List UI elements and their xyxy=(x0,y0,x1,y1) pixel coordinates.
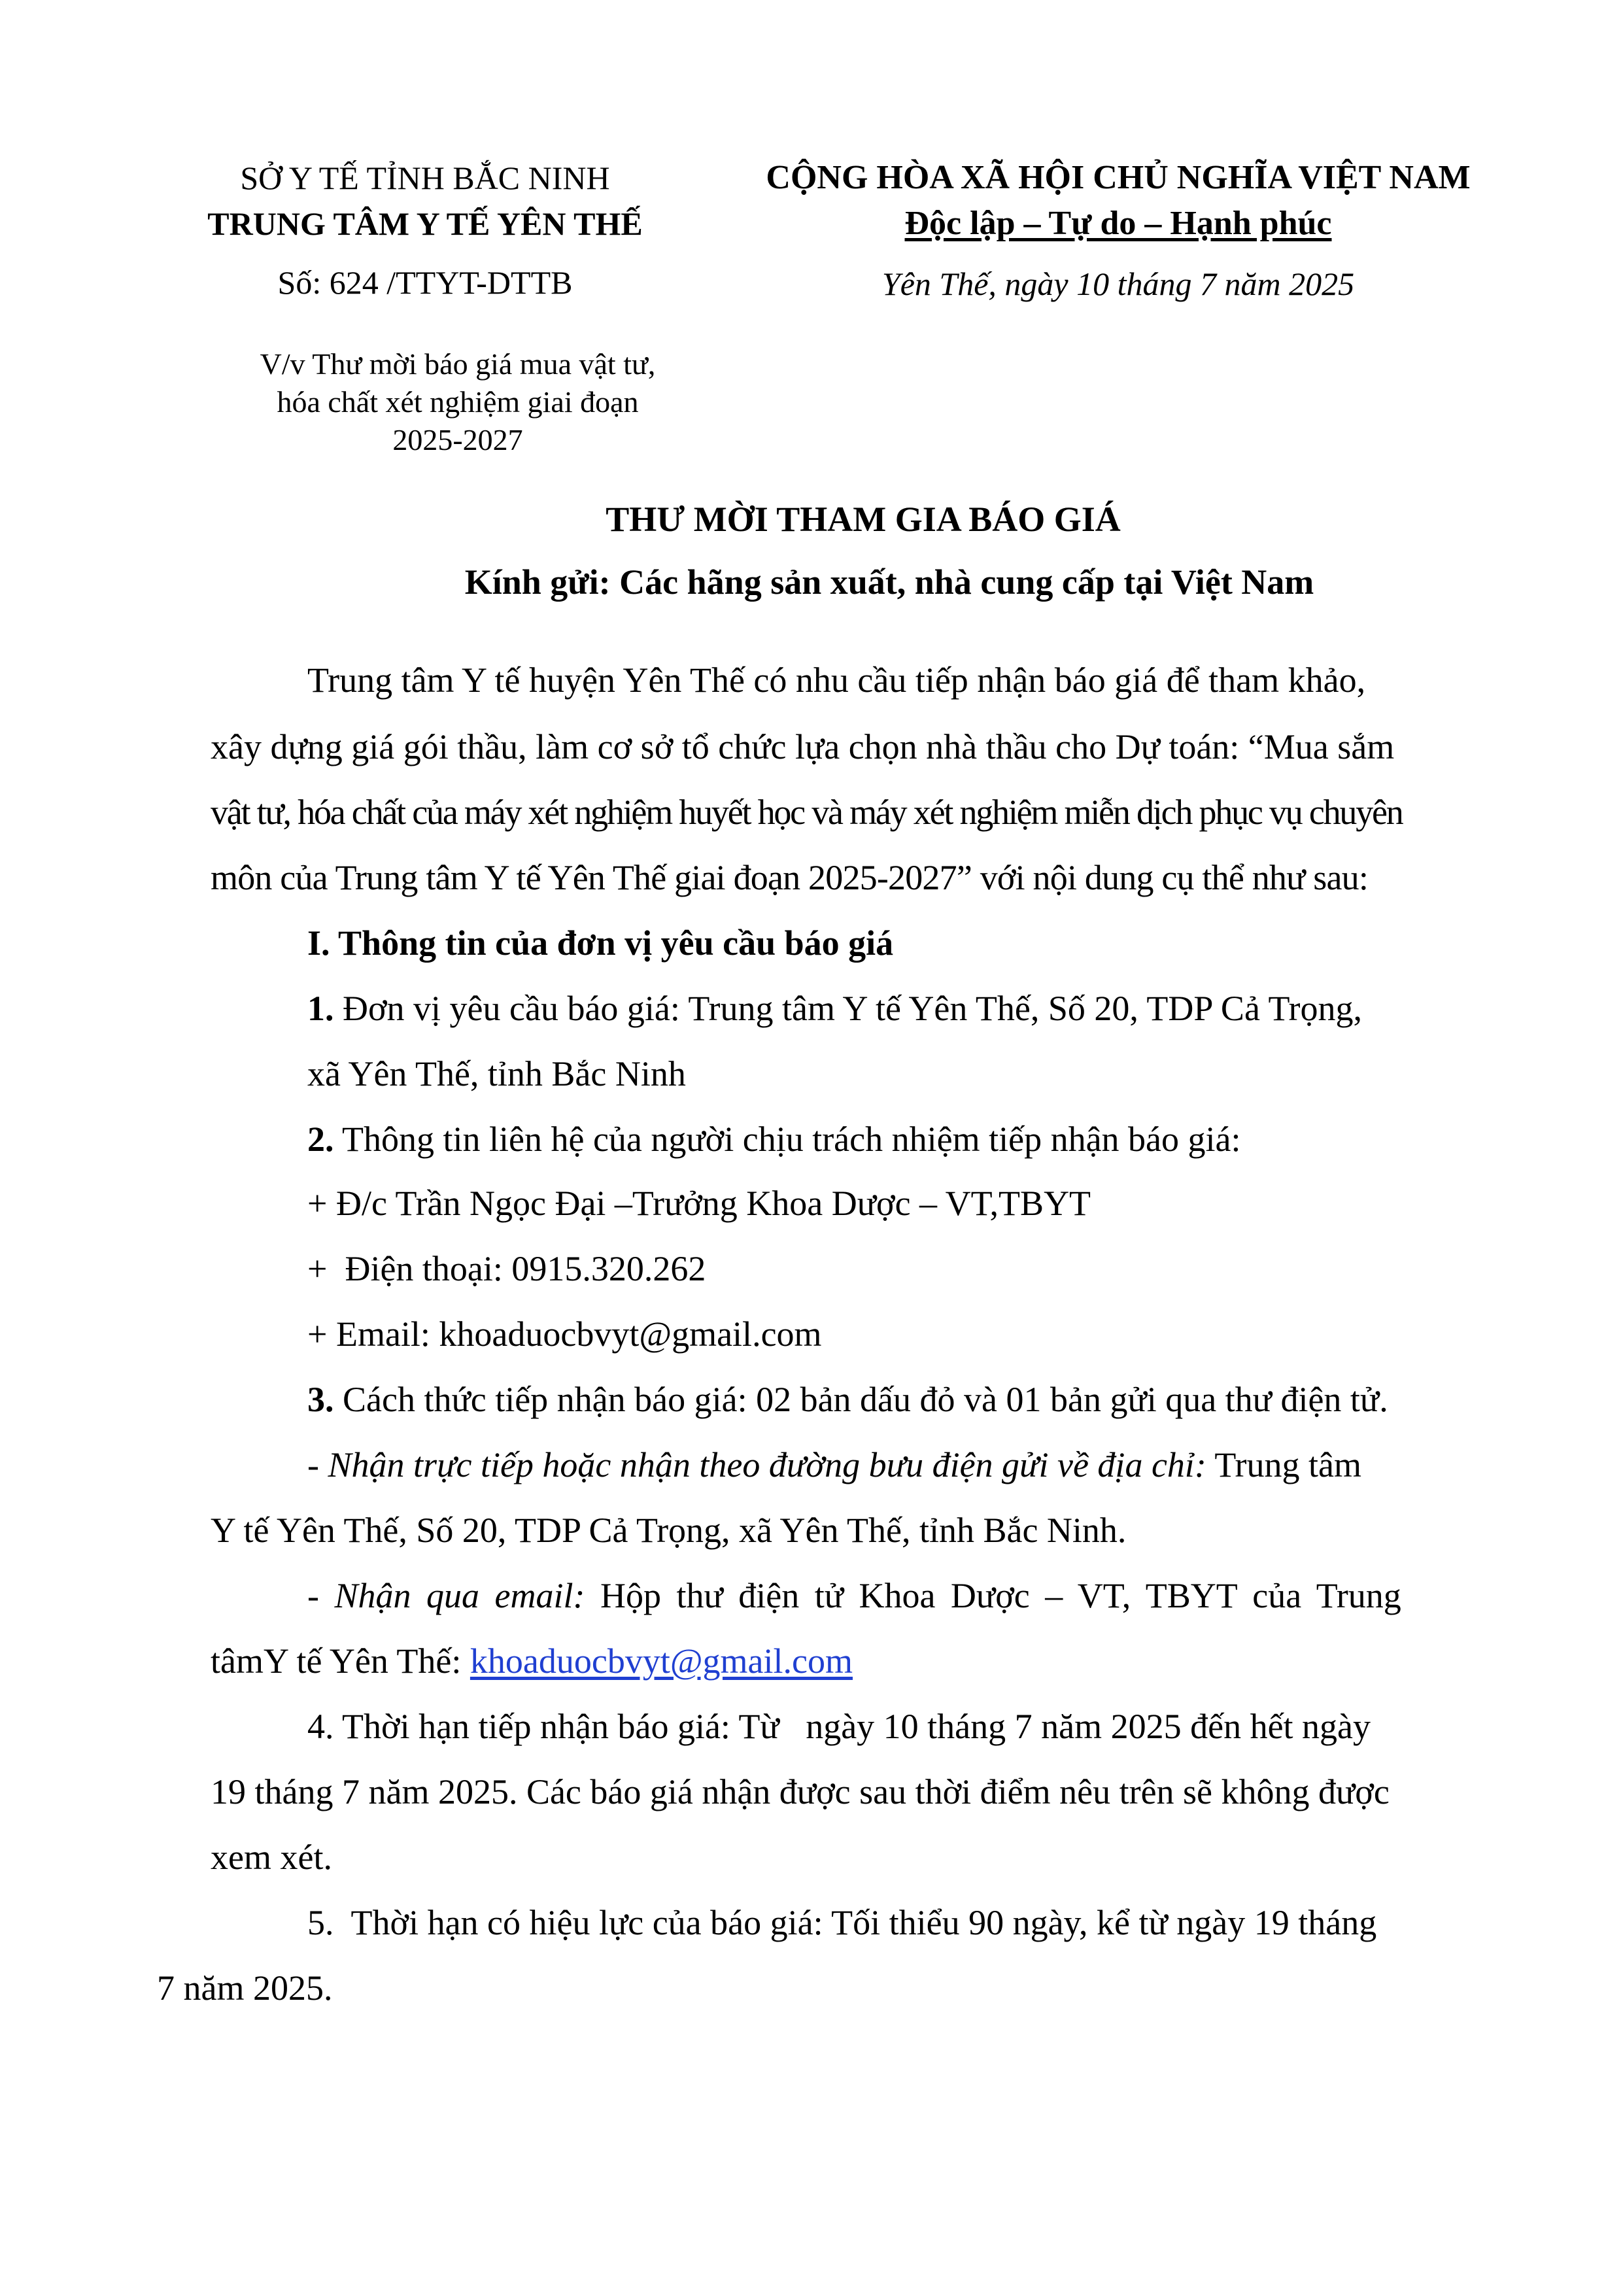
item-5-line-2: 7 năm 2025. xyxy=(157,1968,333,2008)
section-1-heading: I. Thông tin của đơn vị yêu cầu báo giá xyxy=(307,923,894,963)
email-link[interactable]: khoaduocbvyt@gmail.com xyxy=(470,1641,853,1681)
subject-line-2: hóa chất xét nghiệm giai đoạn xyxy=(277,385,639,419)
email-prefix: tâmY tế Yên Thế: xyxy=(211,1641,470,1681)
direct-delivery-line xyxy=(307,1444,1361,1486)
intro-line-3: vật tư, hóa chất của máy xét nghiệm huyết học và máy xét nghiệm miễn dịch phục vụ chuyên xyxy=(211,793,1403,832)
intro-line-2: xây dựng giá gói thầu, làm cơ sở tổ chức lựa chọn nhà thầu cho Dự toán: “Mua sắm xyxy=(211,727,1395,766)
direct-delivery-value: Trung tâm xyxy=(1214,1445,1361,1484)
direct-delivery-address: Y tế Yên Thế, Số 20, TDP Cả Trọng, xã Yên Thế, tỉnh Bắc Ninh. xyxy=(211,1511,1127,1550)
country-name: CỘNG HÒA XÃ HỘI CHỦ NGHĨA VIỆT NAM xyxy=(766,159,1471,196)
item-5-line-1: 5. Thời hạn có hiệu lực của báo giá: Tối thiểu 90 ngày, kể từ ngày 19 tháng xyxy=(307,1903,1377,1942)
item-4-line-1: 4. Thời hạn tiếp nhận báo giá: Từ ngày 10 tháng 7 năm 2025 đến hết ngày xyxy=(307,1707,1371,1746)
addressee: Kính gửi: Các hãng sản xuất, nhà cung cấp tại Việt Nam xyxy=(464,562,1314,602)
place-date: Yên Thế, ngày 10 tháng 7 năm 2025 xyxy=(881,266,1355,302)
item-3-number: 3. xyxy=(307,1380,334,1419)
letter-title: THƯ MỜI THAM GIA BÁO GIÁ xyxy=(606,500,1121,539)
email-delivery-value: Hộp thư điện tử Khoa Dược – VT, TBYT của Trung xyxy=(600,1576,1401,1615)
item-4-line-2: 19 tháng 7 năm 2025. Các báo giá nhận được sau thời điểm nêu trên sẽ không được xyxy=(211,1772,1390,1811)
item-3 xyxy=(307,1379,1388,1420)
agency-name: SỞ Y TẾ TỈNH BẮC NINH xyxy=(240,160,610,196)
item-4-line-3: xem xét. xyxy=(211,1838,332,1877)
intro-line-1: Trung tâm Y tế huyện Yên Thế có nhu cầu tiếp nhận báo giá để tham khảo, xyxy=(307,660,1366,700)
item-1-text: Đơn vị yêu cầu báo giá: Trung tâm Y tế Yên Thế, Số 20, TDP Cả Trọng, xyxy=(343,989,1363,1028)
email-delivery-line xyxy=(307,1575,1401,1617)
subject-line-1: V/v Thư mời báo giá mua vật tư, xyxy=(260,347,656,381)
item-2-number: 2. xyxy=(307,1120,334,1159)
item-1 xyxy=(307,987,1362,1029)
item-2 xyxy=(307,1118,1240,1160)
intro-line-4: môn của Trung tâm Y tế Yên Thế giai đoạn 2025-2027” với nội dung cụ thể như sau: xyxy=(211,858,1369,897)
direct-delivery-label: - Nhận trực tiếp hoặc nhận theo đường bưu điện gửi về địa chỉ: xyxy=(307,1445,1206,1484)
email-delivery-label: - Nhận qua email: xyxy=(307,1576,585,1615)
contact-person: + Đ/c Trần Ngọc Đại –Trưởng Khoa Dược – VT,TBYT xyxy=(307,1184,1091,1223)
item-2-text: Thông tin liên hệ của người chịu trách nhiệm tiếp nhận báo giá: xyxy=(342,1120,1241,1159)
email-delivery-address xyxy=(211,1640,853,1682)
national-motto: Độc lập – Tự do – Hạnh phúc xyxy=(904,205,1332,242)
subject-line-3: 2025-2027 xyxy=(392,423,523,456)
center-name: TRUNG TÂM Y TẾ YÊN THẾ xyxy=(207,205,643,242)
contact-phone: + Điện thoại: 0915.320.262 xyxy=(307,1249,706,1288)
document-number: Số: 624 /TTYT-DTTB xyxy=(277,264,573,301)
item-1-number: 1. xyxy=(307,989,334,1028)
subject-block xyxy=(260,345,656,459)
item-3-text: Cách thức tiếp nhận báo giá: 02 bản dấu đỏ và 01 bản gửi qua thư điện tử. xyxy=(343,1380,1388,1419)
item-1-line-2: xã Yên Thế, tỉnh Bắc Ninh xyxy=(307,1054,686,1093)
contact-email: + Email: khoaduocbvyt@gmail.com xyxy=(307,1314,822,1354)
